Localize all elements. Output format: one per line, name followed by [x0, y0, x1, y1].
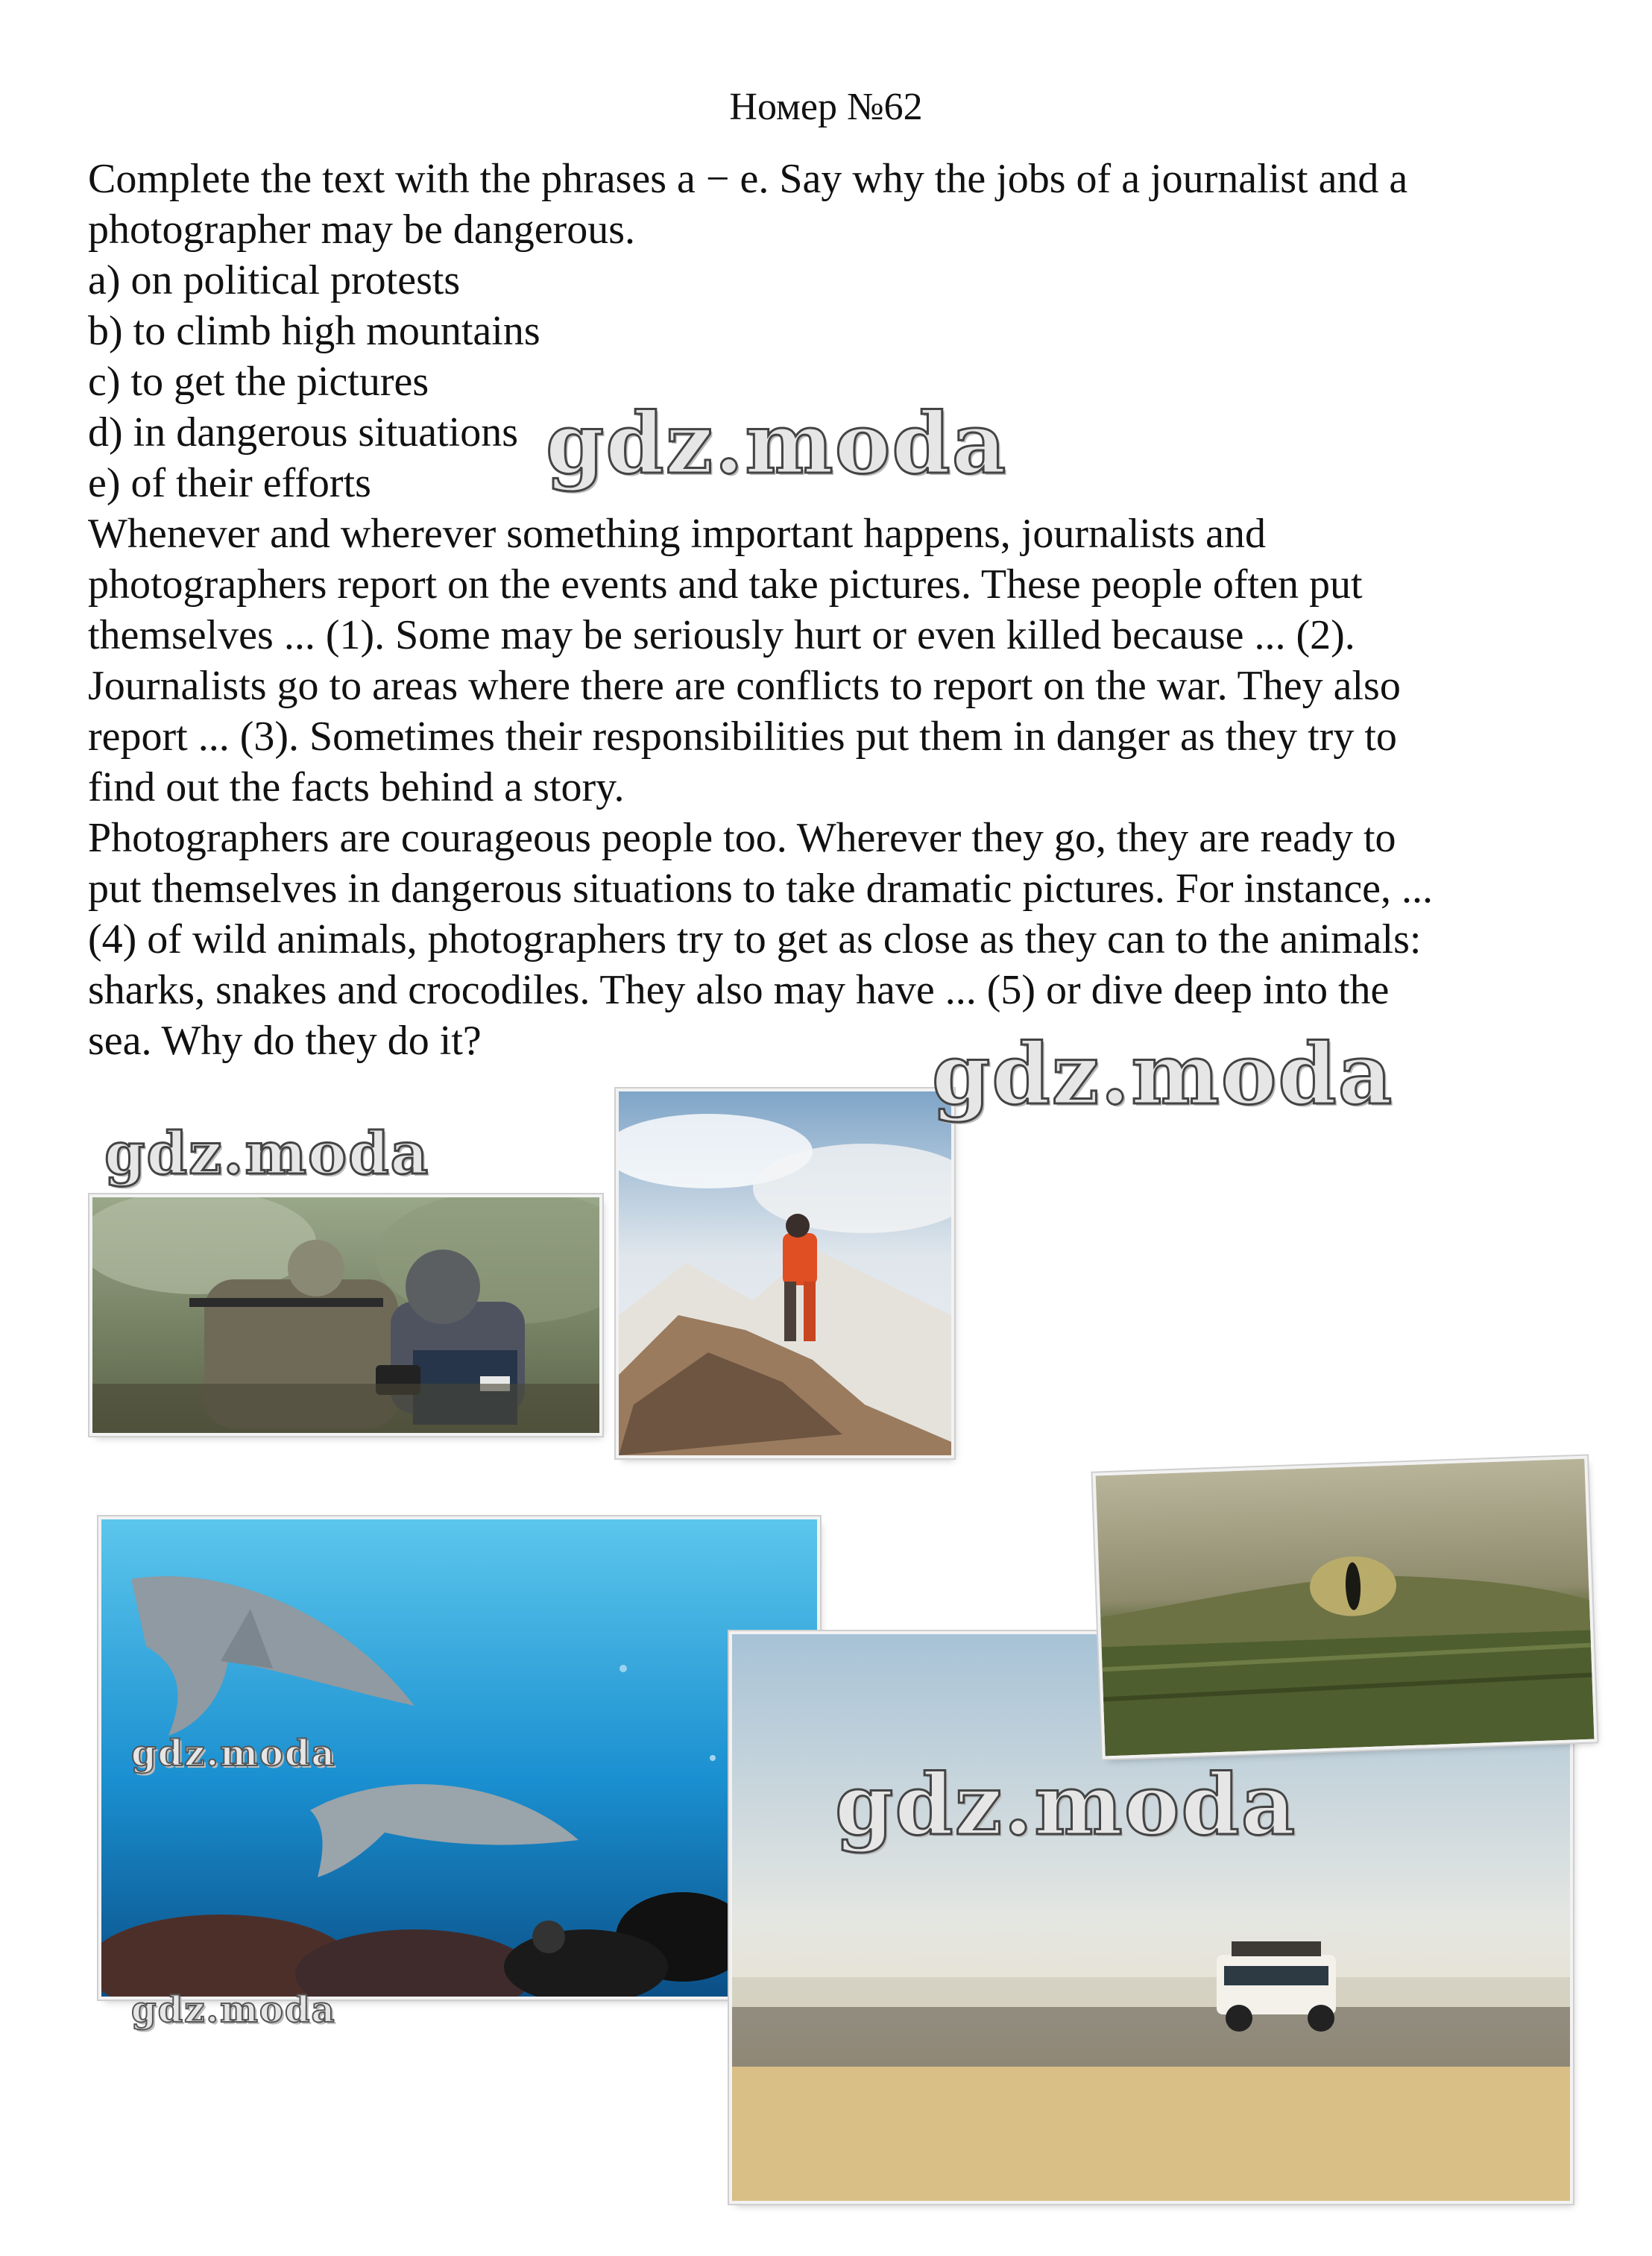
paragraph-line: themselves ... (1). Some may be seriously hurt or even killed because ... (2). — [88, 612, 1355, 658]
page-title: Номер №62 — [729, 86, 923, 128]
option-a: a) on political protests — [88, 257, 461, 303]
paragraph-line: find out the facts behind a story. — [88, 764, 625, 810]
option-b: b) to climb high mountains — [88, 308, 540, 354]
mountain-climber-photo — [619, 1091, 951, 1455]
option-d: d) in dangerous situations — [88, 409, 519, 456]
instruction-line: Complete the text with the phrases a − e. Say why the jobs of a journalist and a — [88, 156, 1408, 202]
watermark: gdz.moda — [131, 1989, 336, 2031]
paragraph-line: put themselves in dangerous situations to take dramatic pictures. For instance, ... — [88, 866, 1434, 912]
watermark: gdz.moda — [104, 1120, 430, 1188]
paragraph-line: sea. Why do they do it? — [88, 1018, 482, 1064]
paragraph-line: Whenever and wherever something important happens, journalists and — [88, 511, 1266, 557]
climber-icon — [619, 1091, 951, 1455]
option-e: e) of their efforts — [88, 460, 371, 506]
exercise-text — [88, 154, 1579, 1066]
crocodile-photo — [1096, 1459, 1595, 1756]
watermark: gdz.moda — [131, 1733, 336, 1774]
paragraph-line: report ... (3). Sometimes their responsibilities put them in danger as they try to — [88, 713, 1397, 760]
paragraph-line: (4) of wild animals, photographers try to get as close as they can to the animals: — [88, 916, 1422, 962]
option-c: c) to get the pictures — [88, 359, 429, 405]
watermark: gdz.moda — [546, 395, 1008, 493]
paragraph-line: sharks, snakes and crocodiles. They also may have ... (5) or dive deep into the — [88, 967, 1390, 1013]
paragraph-line: Journalists go to areas where there are conflicts to report on the war. They also — [88, 663, 1401, 709]
crocodile-icon — [1096, 1459, 1595, 1756]
instruction-line: photographer may be dangerous. — [88, 207, 635, 253]
watermark: gdz.moda — [932, 1026, 1394, 1124]
soldiers-icon — [92, 1197, 599, 1433]
war-journalist-photo — [92, 1197, 599, 1433]
paragraph-line: Photographers are courageous people too. Wherever they go, they are ready to — [88, 815, 1396, 861]
paragraph-line: photographers report on the events and take pictures. These people often put — [88, 561, 1363, 608]
watermark: gdz.moda — [835, 1756, 1297, 1854]
